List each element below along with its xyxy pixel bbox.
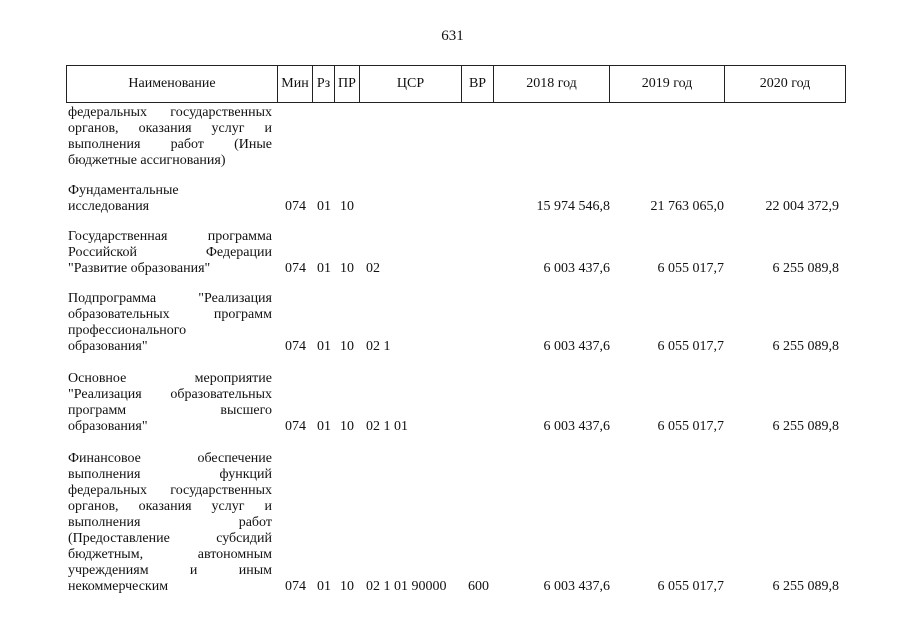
row-2019: 6 055 017,7 [657, 419, 724, 434]
table-row [66, 183, 845, 215]
table-row [66, 291, 845, 355]
row-2020: 6 255 089,8 [772, 261, 839, 276]
header-pr: ПР [335, 66, 360, 103]
row-2020: 6 255 089,8 [772, 579, 839, 594]
header-vr: ВР [462, 66, 494, 103]
table-row [66, 371, 845, 435]
row-pr: 10 [340, 419, 354, 434]
row-2020: 6 255 089,8 [772, 339, 839, 354]
row-name-line: Российской Федерации [68, 245, 272, 260]
row-name [68, 291, 272, 355]
row-name-line: бюджетным, автономным [68, 547, 272, 562]
row-pr: 10 [340, 199, 354, 214]
row-2019: 6 055 017,7 [657, 261, 724, 276]
row-2020: 22 004 372,9 [765, 199, 839, 214]
row-name [68, 183, 272, 215]
header-2018: 2018 год [494, 66, 610, 103]
row-2019: 6 055 017,7 [657, 579, 724, 594]
header-2019: 2019 год [610, 66, 725, 103]
row-name-line: Государственная программа [68, 229, 272, 244]
row-2020: 6 255 089,8 [772, 419, 839, 434]
header-min: Мин [278, 66, 313, 103]
row-min: 074 [285, 261, 306, 276]
row-name-line: профессионального [68, 323, 187, 338]
page-number: 631 [441, 28, 464, 44]
row-name [68, 451, 272, 595]
row-min: 074 [285, 339, 306, 354]
row-name [68, 371, 272, 435]
row-name-line: Финансовое обеспечение [68, 451, 272, 466]
row-name-line: исследования [68, 199, 150, 214]
row-csr: 02 1 01 [366, 419, 408, 434]
row-2018: 6 003 437,6 [543, 579, 610, 594]
row-name-line: некоммерческим [68, 579, 169, 594]
row-name-line: программ высшего [68, 403, 272, 418]
row-name-line: выполнения работ [68, 515, 272, 530]
row-name-line: органов, оказания услуг и [68, 121, 272, 136]
row-rz: 01 [317, 261, 331, 276]
row-rz: 01 [317, 339, 331, 354]
row-name-line: федеральных государственных [68, 105, 272, 120]
table-row [66, 451, 845, 595]
row-2019: 6 055 017,7 [657, 339, 724, 354]
row-name-line: (Предоставление субсидий [68, 531, 272, 546]
row-rz: 01 [317, 419, 331, 434]
header-2020: 2020 год [725, 66, 846, 103]
row-name-line: Подпрограмма "Реализация [68, 291, 272, 306]
row-rz: 01 [317, 199, 331, 214]
row-csr: 02 1 [366, 339, 391, 354]
row-2019: 21 763 065,0 [650, 199, 724, 214]
row-name-line: Фундаментальные [68, 183, 179, 198]
row-min: 074 [285, 199, 306, 214]
row-pr: 10 [340, 579, 354, 594]
row-name-line: образования" [68, 339, 148, 354]
header-name: Наименование [67, 66, 278, 103]
row-name [68, 105, 272, 169]
row-csr: 02 1 01 90000 [366, 579, 447, 594]
row-2018: 6 003 437,6 [543, 339, 610, 354]
row-pr: 10 [340, 339, 354, 354]
table-header [66, 65, 846, 103]
row-name-line: выполнения функций [68, 467, 272, 482]
row-name-line: "Реализация образовательных [68, 387, 272, 402]
table-row [66, 229, 845, 277]
row-csr: 02 [366, 261, 380, 276]
row-name [68, 229, 272, 277]
header-rz: Рз [313, 66, 335, 103]
row-pr: 10 [340, 261, 354, 276]
row-name-line: Основное мероприятие [68, 371, 272, 386]
row-vr: 600 [468, 579, 489, 594]
row-min: 074 [285, 579, 306, 594]
row-name-line: выполнения работ (Иные [68, 137, 272, 152]
row-name-line: образования" [68, 419, 148, 434]
header-csr: ЦСР [360, 66, 462, 103]
row-name-line: образовательных программ [68, 307, 272, 322]
row-name-line: учреждениям и иным [68, 563, 272, 578]
row-name-line: "Развитие образования" [68, 261, 211, 276]
row-min: 074 [285, 419, 306, 434]
row-rz: 01 [317, 579, 331, 594]
row-2018: 15 974 546,8 [536, 199, 610, 214]
row-2018: 6 003 437,6 [543, 419, 610, 434]
row-2018: 6 003 437,6 [543, 261, 610, 276]
row-name-line: бюджетные ассигнования) [68, 153, 226, 168]
row-name-line: органов, оказания услуг и [68, 499, 272, 514]
row-name-line: федеральных государственных [68, 483, 272, 498]
table-row [66, 105, 845, 169]
